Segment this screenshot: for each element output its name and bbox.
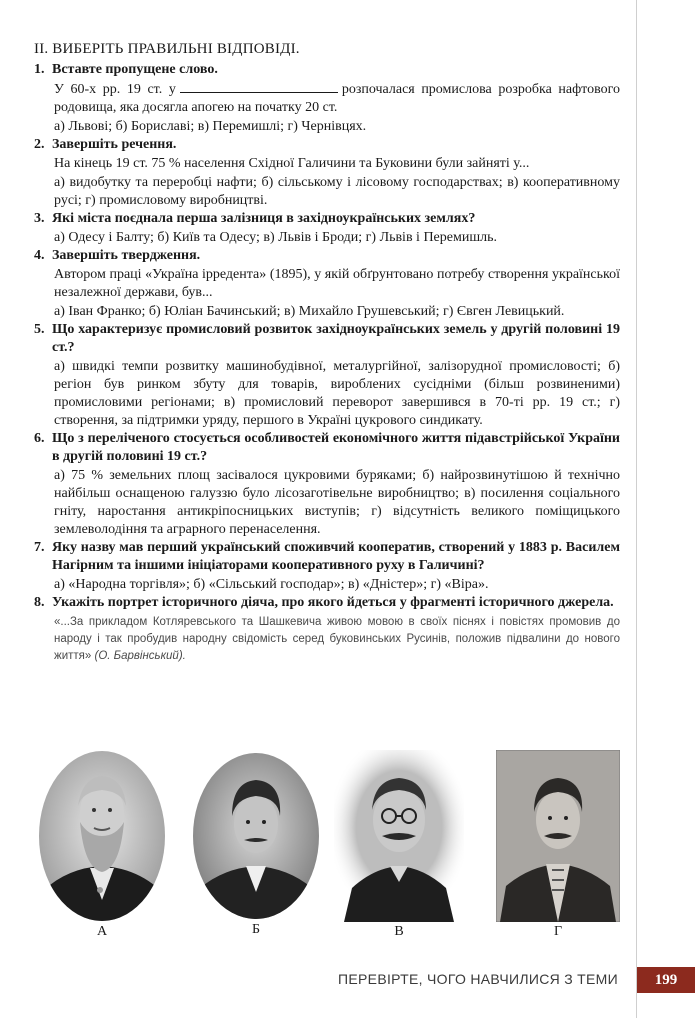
portrait-c-image: [334, 750, 464, 922]
question-title: Завершіть твердження.: [52, 248, 201, 263]
page-footer: [0, 967, 695, 995]
question-text: На кінець 19 ст. 75 % населення Східної Галичини та Буковини були зайняті у...: [54, 156, 530, 171]
question-title: Вставте пропущене слово.: [52, 62, 218, 77]
question-options: а) 75 % земельних площ засівалося цукровими буряками; б) найрозвинутішою й технічно найбільш оснащеною галуззю було лісозаготівельне виробництво; в) посилення соціального гніту, наростання антикріпосницьких виступів; г) відсутність великого поміщицького землеволодіння та аграрного перенаселення.: [54, 468, 620, 537]
portrait-label: В: [394, 924, 404, 939]
question-7: [34, 539, 620, 594]
question-title: Які міста поєднала перша залізниця в західноукраїнських землях?: [52, 211, 476, 226]
question-number: 7.: [34, 540, 45, 555]
section-title: II. ВИБЕРІТЬ ПРАВИЛЬНІ ВІДПОВІДІ.: [34, 41, 300, 57]
portrait-d-image: [496, 750, 620, 922]
question-1: [34, 61, 620, 136]
question-text: У 60-х рр. 19 ст. у розпочалася промислова розробка нафтового родовища, яка досягла апогею на початку 20 ст.: [54, 82, 620, 115]
question-title: Що з переліченого стосується особливостей економічного життя підавстрійської України в другій половині 19 ст.?: [52, 431, 620, 464]
question-title: Завершіть речення.: [52, 137, 177, 152]
page-margin-line: [636, 0, 637, 1018]
question-options: а) швидкі темпи розвитку машинобудівної, металургійної, залізорудної промисловості; б) регіон був ринком збуту для товарів, вироблених сусідніми (більш розвиненими) промисловими регіонами; в) промисловий переворот завершився в 70-ті рр. 19 ст.; г) створення, за підтримки уряду, першого в Україні цукрового синдикату.: [54, 359, 620, 428]
portrait-gallery: [34, 750, 624, 945]
question-3: [34, 210, 620, 247]
fill-in-blank: [180, 80, 338, 93]
question-options: а) Іван Франко; б) Юліан Бачинський; в) Михайло Грушевський; г) Євген Левицький.: [54, 304, 565, 319]
portrait-label: Б: [251, 922, 261, 937]
question-number: 4.: [34, 248, 45, 263]
question-options: а) видобутку та переробці нафти; б) сільському і лісовому господарствах; в) кооперативному русі; г) промисловому виробництві.: [54, 175, 620, 208]
question-number: 8.: [34, 595, 45, 610]
question-number: 2.: [34, 137, 45, 152]
portrait-a-image: [38, 750, 166, 922]
question-title: Укажіть портрет історичного діяча, про якого йдеться у фрагменті історичного джерела.: [52, 595, 614, 610]
portrait-b: [192, 752, 320, 938]
question-options: а) Одесу і Балту; б) Київ та Одесу; в) Львів і Броди; г) Львів і Перемишль.: [54, 230, 497, 245]
question-number: 6.: [34, 431, 45, 446]
quote-author: (О. Барвінський).: [94, 650, 186, 662]
portrait-a: [38, 750, 166, 940]
portrait-c: [334, 750, 464, 940]
question-number: 1.: [34, 62, 45, 77]
question-6: [34, 430, 620, 539]
question-title: Що характеризує промисловий розвиток західноукраїнських земель у другій половині 19 ст.?: [52, 322, 620, 355]
question-number: 5.: [34, 322, 45, 337]
question-options: а) «Народна торгівля»; б) «Сільський господар»; в) «Дністер»; г) «Віра».: [54, 577, 489, 592]
portrait-d: [496, 750, 620, 940]
source-quote: «...За прикладом Котляревського та Шашкевича живою мовою в своїх піснях і повістях промовив до народу і так пробудив народну свідомість серед буковинських Русинів, положив підвалини до нового життя» (О. Барвінський).: [54, 616, 620, 662]
portrait-label: А: [96, 924, 108, 939]
question-2: [34, 136, 620, 210]
page-number: 199: [637, 967, 695, 993]
question-8: [34, 594, 620, 665]
question-title: Яку назву мав перший український споживчий кооператив, створений у 1883 р. Василем Нагірним та іншими ініціаторами кооперативного руху в Галичині?: [52, 540, 620, 573]
question-5: [34, 321, 620, 430]
portrait-label: Г: [553, 924, 563, 939]
question-number: 3.: [34, 211, 45, 226]
question-text: Автором праці «Україна ірредента» (1895), у якій обґрунтовано потребу створення української незалежної держави, був...: [54, 267, 620, 300]
footer-title: ПЕРЕВІРТЕ, ЧОГО НАВЧИЛИСЯ З ТЕМИ: [338, 971, 618, 987]
portrait-b-image: [192, 752, 320, 920]
question-4: [34, 247, 620, 321]
exercise-section: [34, 40, 620, 665]
question-options: а) Львові; б) Бориславі; в) Перемишлі; г) Чернівцях.: [54, 119, 367, 134]
